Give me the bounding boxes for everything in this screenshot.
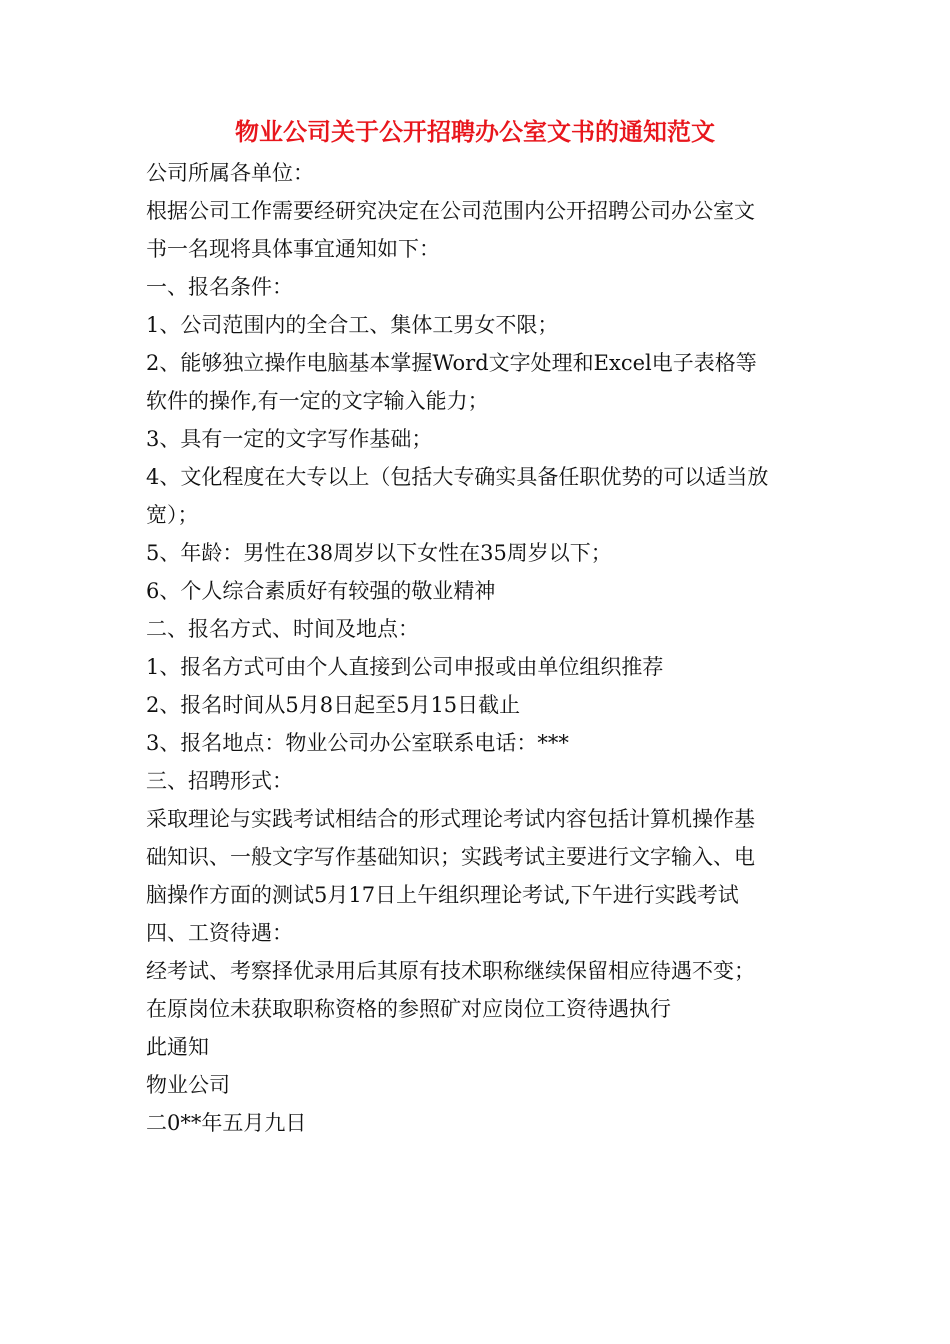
text-line: 根据公司工作需要经研究决定在公司范围内公开招聘公司办公室文 <box>146 199 755 223</box>
text-line: 软件的操作,有一定的文字输入能力； <box>146 389 489 413</box>
text-line: 宽）； <box>146 503 199 527</box>
text-line: 2、报名时间从5月8日起至5月15日截止 <box>146 693 521 717</box>
text-line: 5、年龄：男性在38周岁以下女性在35周岁以下； <box>146 541 612 565</box>
date-line: 二0**年五月九日 <box>146 1111 307 1135</box>
text-line: 书一名现将具体事宜通知如下： <box>146 237 440 261</box>
signature-line: 物业公司 <box>146 1073 230 1097</box>
closing-line: 此通知 <box>146 1035 209 1059</box>
section-heading: 一、报名条件： <box>146 275 293 299</box>
text-line: 脑操作方面的测试5月17日上午组织理论考试,下午进行实践考试 <box>146 883 739 907</box>
text-line: 2、能够独立操作电脑基本掌握Word文字处理和Excel电子表格等 <box>146 351 757 375</box>
text-line: 采取理论与实践考试相结合的形式理论考试内容包括计算机操作基 <box>146 807 755 831</box>
text-line: 3、报名地点：物业公司办公室联系电话：*** <box>146 731 569 755</box>
text-line: 础知识、一般文字写作基础知识；实践考试主要进行文字输入、电 <box>146 845 755 869</box>
document-title: 物业公司关于公开招聘办公室文书的通知范文 <box>235 117 715 146</box>
text-line: 经考试、考察择优录用后其原有技术职称继续保留相应待遇不变； <box>146 959 755 983</box>
section-heading: 三、招聘形式： <box>146 769 293 793</box>
text-line: 6、个人综合素质好有较强的敬业精神 <box>146 579 496 603</box>
text-line: 在原岗位未获取职称资格的参照矿对应岗位工资待遇执行 <box>146 997 671 1021</box>
section-heading: 二、报名方式、时间及地点： <box>146 617 419 641</box>
text-line: 1、公司范围内的全合工、集体工男女不限； <box>146 313 559 337</box>
text-line: 公司所属各单位： <box>146 161 314 185</box>
text-line: 4、文化程度在大专以上（包括大专确实具备任职优势的可以适当放 <box>146 465 769 489</box>
text-line: 3、具有一定的文字写作基础； <box>146 427 433 451</box>
section-heading: 四、工资待遇： <box>146 921 293 945</box>
document-body <box>146 154 811 1142</box>
text-line: 1、报名方式可由个人直接到公司申报或由单位组织推荐 <box>146 655 664 679</box>
